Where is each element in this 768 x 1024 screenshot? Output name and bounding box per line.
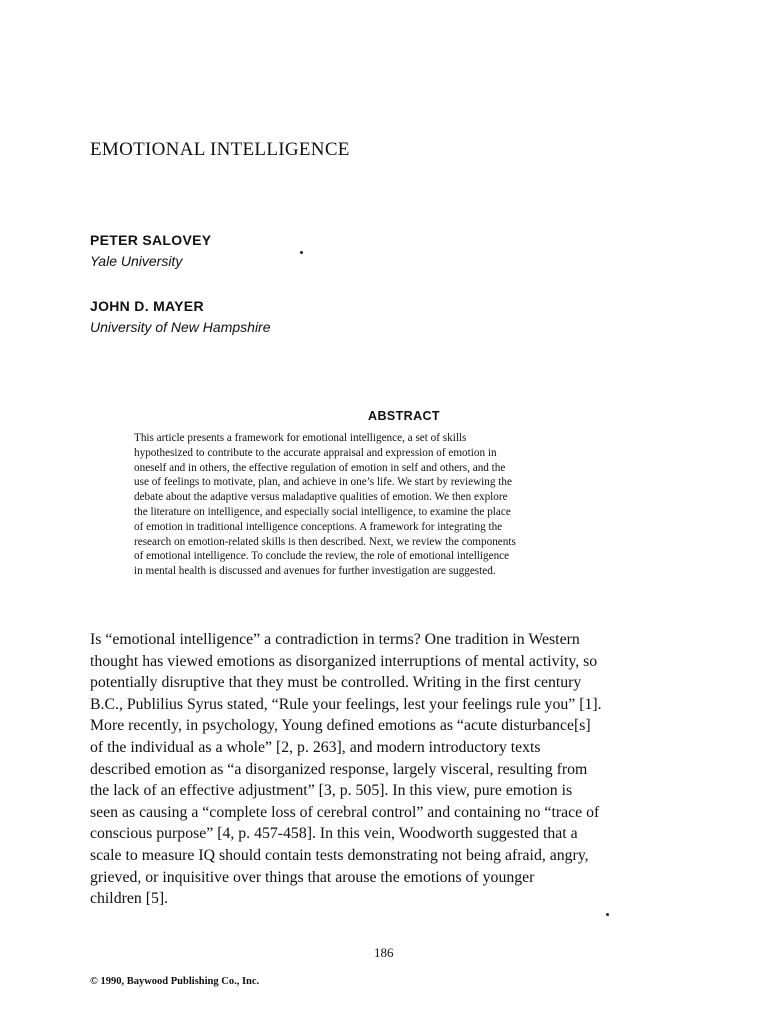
body-line: scale to measure IQ should contain tests demonstrating not being afraid, angry, bbox=[90, 846, 589, 864]
author-name: PETER SALOVEY bbox=[90, 232, 212, 248]
scan-speck bbox=[300, 251, 303, 254]
abstract-line: in mental health is discussed and avenues for further investigation are suggested. bbox=[134, 565, 496, 578]
scan-speck bbox=[606, 913, 609, 916]
author-affiliation: University of New Hampshire bbox=[90, 319, 271, 335]
body-line: More recently, in psychology, Young defined emotions as “acute disturbance[s] bbox=[90, 717, 591, 735]
body-line: conscious purpose” [4, p. 457-458]. In this vein, Woodworth suggested that a bbox=[90, 825, 578, 843]
body-line: B.C., Publilius Syrus stated, “Rule your feelings, lest your feelings rule you” [1]. bbox=[90, 695, 602, 713]
abstract-line: oneself and in others, the effective regulation of emotion in self and others, and the bbox=[134, 461, 506, 474]
abstract-line: the literature on intelligence, and especially social intelligence, to examine the place bbox=[134, 505, 511, 518]
body-text bbox=[90, 629, 690, 910]
body-line: potentially disruptive that they must be controlled. Writing in the first century bbox=[90, 674, 582, 692]
body-line: seen as causing a “complete loss of cerebral control” and containing no “trace of bbox=[90, 803, 600, 821]
abstract-body bbox=[134, 431, 680, 579]
body-line: Is “emotional intelligence” a contradiction in terms? One tradition in Western bbox=[90, 631, 580, 648]
body-line: of the individual as a whole” [2, p. 263], and modern introductory texts bbox=[90, 738, 541, 756]
body-line: described emotion as “a disorganized response, largely visceral, resulting from bbox=[90, 760, 588, 778]
abstract-line: of emotional intelligence. To conclude the review, the role of emotional intelligence bbox=[134, 550, 510, 563]
abstract-line: of emotion in traditional intelligence conceptions. A framework for integrating the bbox=[134, 520, 503, 533]
abstract-line: research on emotion-related skills is then described. Next, we review the components bbox=[134, 535, 516, 548]
body-line: grieved, or inquisitive over things that arouse the emotions of younger bbox=[90, 868, 535, 886]
abstract-line: This article presents a framework for emotional intelligence, a set of skills bbox=[134, 432, 467, 444]
abstract-heading: ABSTRACT bbox=[368, 409, 440, 423]
abstract-line: hypothesized to contribute to the accurate appraisal and expression of emotion in bbox=[134, 446, 497, 459]
abstract-line: debate about the adaptive versus maladaptive qualities of emotion. We then explore bbox=[134, 491, 508, 504]
body-line: the lack of an effective adjustment” [3, p. 505]. In this view, pure emotion is bbox=[90, 782, 573, 800]
author-affiliation: Yale University bbox=[90, 253, 183, 269]
abstract-line: use of feelings to motivate, plan, and achieve in one’s life. We start by reviewing the bbox=[134, 476, 512, 489]
body-line: thought has viewed emotions as disorganized interruptions of mental activity, so bbox=[90, 652, 598, 670]
page-number: 186 bbox=[374, 945, 394, 960]
paper-title: EMOTIONAL INTELLIGENCE bbox=[90, 139, 350, 160]
copyright-notice: © 1990, Baywood Publishing Co., Inc. bbox=[90, 976, 260, 987]
body-line: children [5]. bbox=[90, 890, 169, 908]
author-name: JOHN D. MAYER bbox=[90, 298, 204, 314]
